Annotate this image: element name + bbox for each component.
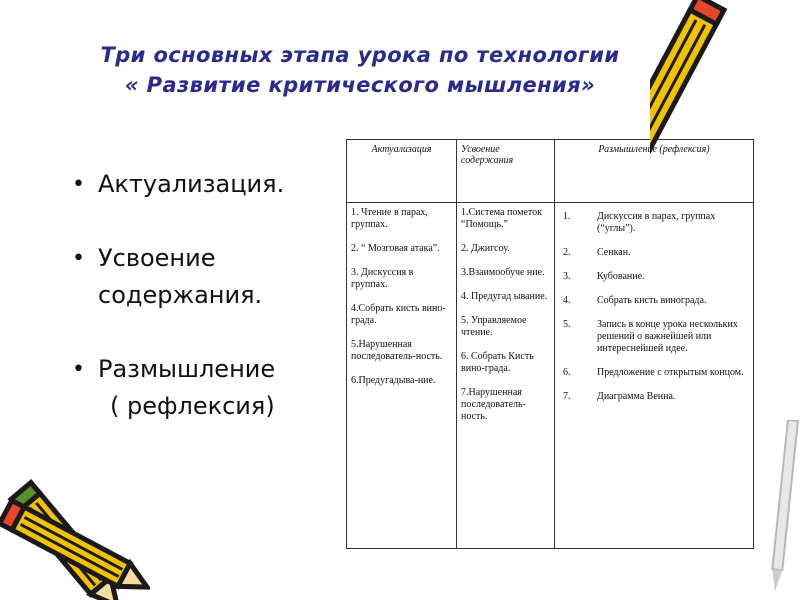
bullet-item: [68, 351, 338, 425]
table-cell-reflection: [555, 203, 754, 549]
pencils-bottom-left-icon: [0, 470, 150, 600]
list-item: 7. Диаграмма Венна.: [563, 391, 676, 402]
bullet-item: [68, 240, 338, 314]
bullet-dot-icon: •: [72, 246, 85, 271]
list-item: 1. Дискуссия в парах, группах (“углы”).: [563, 211, 716, 234]
table-header: Размышление (рефлексия): [555, 140, 754, 203]
list-item: 6. Собрать Кисть вино-града.: [461, 351, 534, 374]
table-header: Усвоение содержания: [457, 140, 555, 203]
pencil-top-right-icon: [650, 0, 800, 200]
stages-table: [346, 139, 754, 549]
table-row: [347, 203, 754, 549]
bullet-item: [68, 166, 338, 203]
list-item: 3. Дискуссия в группах.: [351, 267, 414, 290]
pencil-right-edge-icon: [758, 420, 800, 600]
table-header: Актуализация: [347, 140, 457, 203]
list-item: 3.Взаимообуче ние.: [461, 267, 545, 278]
bullet-text: Усвоение содержания.: [98, 244, 263, 309]
list-item: 6.Предугадыва-ние.: [351, 375, 436, 386]
title-line-1: Три основных этапа урока по технологии: [100, 43, 620, 67]
list-item: 2. “ Мозговая атака”.: [351, 243, 440, 254]
title-line-2: « Развитие критического мышления»: [124, 73, 596, 97]
list-item: 4. Предугад ывание.: [461, 291, 548, 302]
list-item: 7.Нарушенная последователь-ность.: [461, 387, 526, 422]
bullet-subtext: ( рефлексия): [110, 392, 275, 420]
reflection-list: [559, 211, 749, 403]
list-item: 2. Сенкан.: [563, 247, 631, 258]
list-item: 4. Собрать кисть винограда.: [563, 295, 707, 306]
list-item: 1.Система пометок “Помощь.”: [461, 207, 542, 230]
bullet-dot-icon: •: [72, 357, 85, 382]
list-item: 1. Чтение в парах, группах.: [351, 207, 428, 230]
list-item: 4.Собрать кисть вино-града.: [351, 303, 446, 326]
list-item: 3. Кубование.: [563, 271, 645, 282]
stage-bullet-list: [68, 166, 338, 425]
list-item: 5. Управляемое чтение.: [461, 315, 527, 338]
table-cell-actualization: [347, 203, 457, 549]
table-cell-content: [457, 203, 555, 549]
list-item: 6. Предложение с открытым концом.: [563, 367, 744, 378]
page-title: [40, 40, 680, 100]
bullet-text: Размышление: [98, 355, 276, 383]
list-item: 5. Запись в конце урока нескольких решений о важнейшей или интереснейшей идее.: [563, 319, 738, 354]
list-item: 2. Джигсоу.: [461, 243, 510, 254]
bullet-dot-icon: •: [72, 172, 85, 197]
list-item: 5.Нарушенная последователь-ность.: [351, 339, 443, 362]
bullet-text: Актуализация.: [98, 170, 285, 198]
